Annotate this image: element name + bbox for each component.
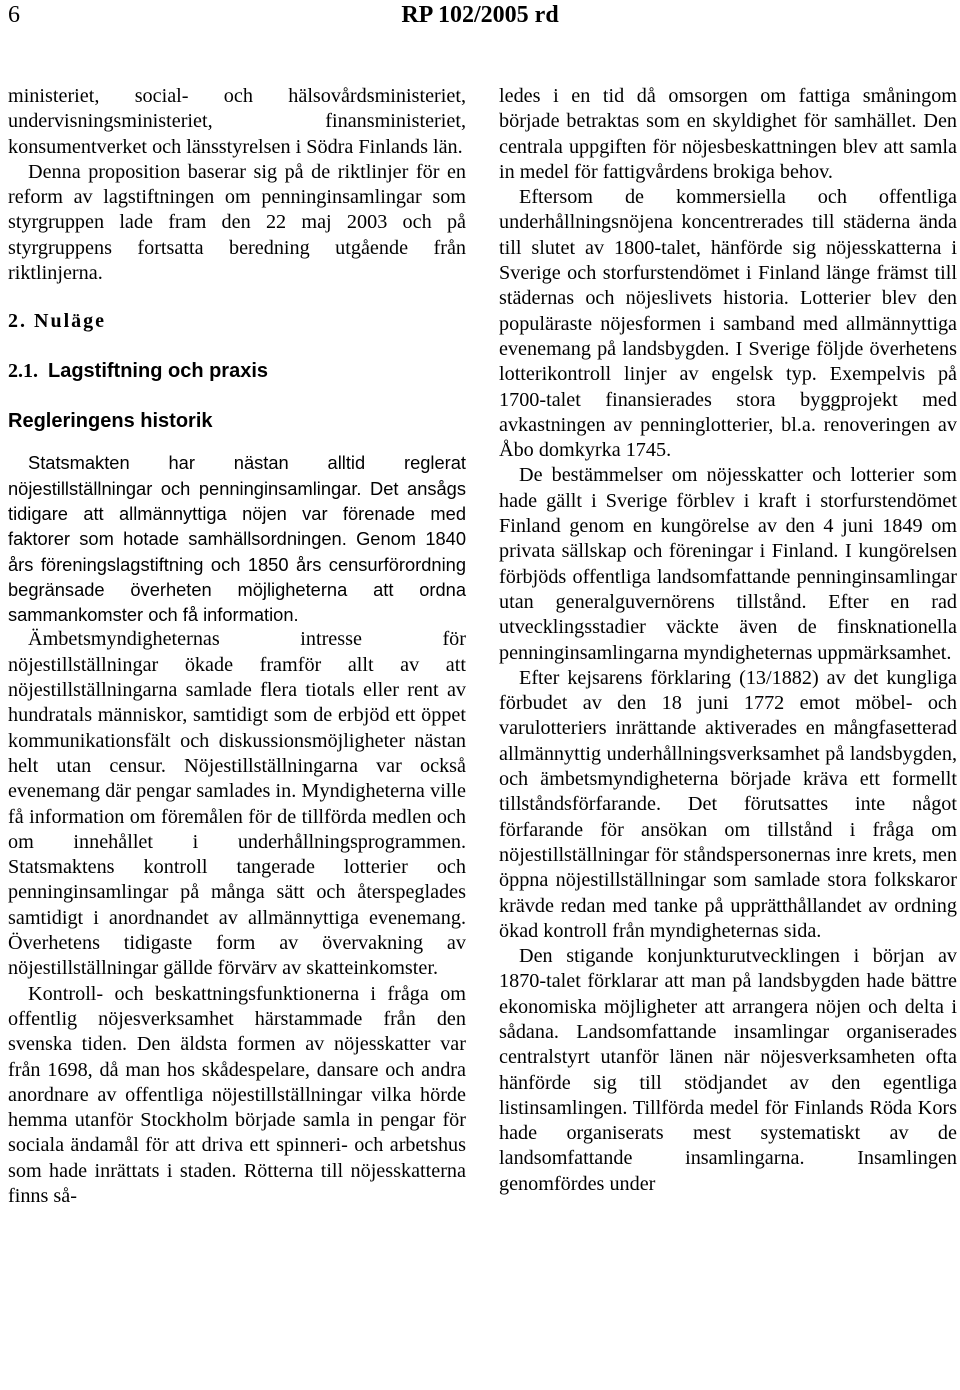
page-number: 6: [8, 2, 20, 28]
subsubsection-heading: Regleringens historik: [8, 410, 213, 433]
paragraph-proposition: Denna proposition baserar sig på de riktlinjer för en reform av lagstiftningen om penninginsamlingar som styrgruppen lade fram den 22 maj 2003 och på styrgruppens fortsatta beredning utgående från riktlinjerna.: [8, 160, 466, 285]
paragraph-stigande: Den stigande konjunkturutvecklingen i början av 1870-talet förklarar att man på landsbygden hade bättre ekonomiska möjligheter att arrangera nöjen och delta i sådana. Landsomfattande insamlingar organiserades centralstyrt utanför länen när nöjesverksamheten ofta hänförde sig till stödjandet av den egentliga listinsamlingen. Tillförda medel för Finlands Röda Kors hade organiserats mest systematiskt av de landsomfattande insamlingarna. Insamlingen genomfördes under: [499, 945, 957, 1195]
paragraph-bestammelser: De bestämmelser om nöjesskatter och lotterier som hade gällt i Sverige förblev i kraft i storfurstendömet Finland genom en kungörelse av den 4 juni 1849 om privata sällskap och föreningar i Finland. I kungörelsen förbjöds offentliga landsomfattande penninginsamlingar utan generalguvernörens tillstånd. Efter en rad utvecklingsstadier väckte även de finsknationella penninginsamlingarna myndigheternas uppmärksamhet.: [499, 464, 957, 664]
paragraph-ambetsmyndigheter: Ämbetsmyndigheternas intresse för nöjestillställningar ökade framför allt av att nöjestillställningarna samlade flera tiotals eller rent av hundratals människor, samtidigt som de erbjöd ett öppet kommunikationsfält och diskussionsmöjligheter nästan helt utan censur. Nöjestillställningarna var också evenemang där pengar samlades in. Myndigheterna ville få information om föremålen för de tillförda medlen och om innehållet i underhållningsprogrammen. Statsmaktens kontroll tangerade lotterier och penninginsamlingar på många sätt och återspeglades samtidigt i anordnandet av allmännyttiga evenemang. Överhetens tidigaste form av övervakning av nöjestillställningar gällde förvärv av skatteinkomster.: [8, 628, 466, 980]
page-header: [0, 0, 960, 40]
paragraph-kejsarens: Efter kejsarens förklaring (13/1882) av det kungliga förbudet av den 18 juni 1772 emot möbel- och varulotteriers inrättande aktiverades en mångfasetterad allmännyttig underhållningsverksamhet på landsbygden, och ämbetsmyndigheterna började kräva ett formellt tillståndsförfarande. Det förutsattes inte något förfarande för ansökan om tillstånd i fråga om nöjestillställningar för ståndspersonernas inre krets, men öppna nöjestillställningar som samlade stora folkskaror krävde redan med tanke på upprätthållandet av ordning ökad kontroll från myndigheternas sida.: [499, 666, 957, 942]
subsection-number: 2.1.: [8, 360, 38, 383]
left-column: [8, 84, 466, 1209]
paragraph-eftersom: Eftersom de kommersiella och offentliga underhållningsnöjena koncentrerades till städerna ända till slutet av 1800-talet, hänförde sig nöjesskatterna i Sverige och storfurstendömet i Finland länge främst till städernas och nöjeslivets historia. Lotterier blev den populäraste nöjesformen i samband med allmännyttiga evenemang på landsbygden. I Sverige följde överhetens lotterikontroll linjer av engelsk typ. Exempelvis på 1700-talet finansierades stora byggprojekt med avkastningen av penninglotterier, bl.a. renoveringen av Åbo domkyrka 1745.: [499, 186, 957, 462]
right-column: [499, 84, 957, 1197]
paragraph-intro: ministeriet, social- och hälsovårdsministeriet, undervisningsministeriet, finansministeriet, konsumentverket och länsstyrelsen i Södra Finlands län.: [8, 85, 466, 158]
subsection-title: Lagstiftning och praxis: [48, 360, 269, 383]
running-head: RP 102/2005 rd: [401, 2, 559, 28]
paragraph-ledes: ledes i en tid då omsorgen om fattiga småningom började betraktas som en skyldighet för samhället. Den centrala uppgiften för nöjesbeskattningen blev att samla in medel för fattigvårdens brokiga behov.: [499, 85, 957, 183]
paragraph-statsmakten: Statsmakten har nästan alltid reglerat nöjestillställningar och penninginsamlingar. Det ansågs tidigare att allmännyttiga nöjen var förenade med faktorer som hotade samhällsordningen. Genom 1840 års föreningslagstiftning och 1850 års censurförordning begränsade överheten möjligheterna att ordna sammankomster och få information.: [8, 452, 466, 626]
subsection-heading: [8, 359, 466, 384]
paragraph-kontroll: Kontroll- och beskattningsfunktionerna i fråga om offentlig nöjesverksamhet härstammade från den svenska tiden. Den äldsta formen av nöjesskatter var från 1698, då man hos skådespelare, dansare och andra anordnare av offentliga nöjestillställningar vilka hörde hemma utanför Stockholm började samla in pengar för sociala ändamål för att driva ett spinneri- och arbetshus som hade inrättats i staden. Rötterna till nöjesskatterna finns så-: [8, 982, 466, 1207]
section-heading: 2. Nuläge: [8, 310, 106, 333]
